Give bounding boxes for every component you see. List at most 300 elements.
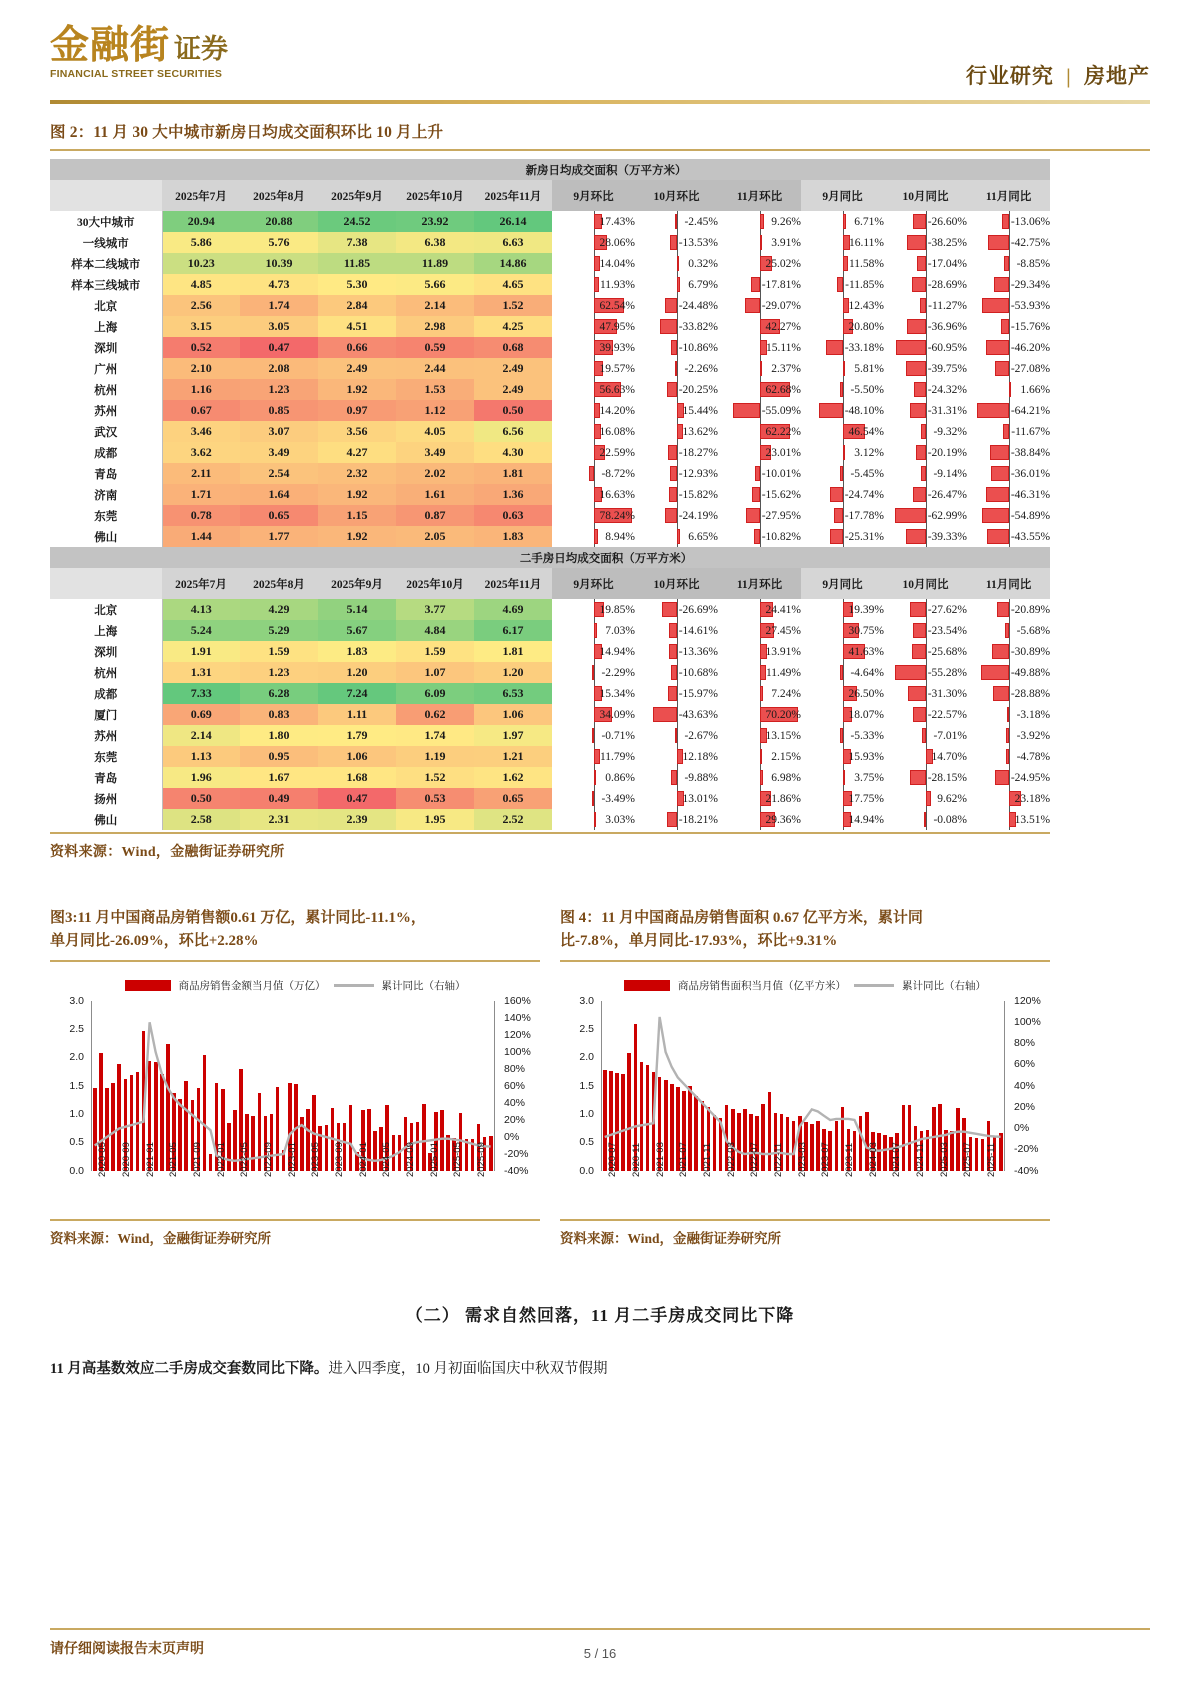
table-row-label: 深圳 xyxy=(50,337,162,358)
y2-axis-tick-label: 40% xyxy=(1014,1079,1036,1092)
table-percent-cell xyxy=(884,211,967,232)
table-percent-cell xyxy=(801,767,884,788)
table-percent-cell xyxy=(884,809,967,830)
table-percent-value: -15.97% xyxy=(678,687,718,700)
table-percent-cell xyxy=(635,788,718,809)
y-axis-tick-label: 0.0 xyxy=(69,1164,84,1177)
table-value-cell: 2.52 xyxy=(474,809,552,830)
table-percent-value: 42.27% xyxy=(765,320,801,333)
x-axis-tick-label: 2021-07 xyxy=(678,1141,690,1177)
figure3-title-divider xyxy=(50,960,540,962)
table-percent-value: -15.62% xyxy=(761,488,801,501)
table-percent-cell xyxy=(552,232,635,253)
table-value-cell: 1.92 xyxy=(318,484,396,505)
table-percent-cell xyxy=(967,662,1050,683)
table-percent-value: -31.30% xyxy=(927,687,967,700)
table-percent-value: -11.85% xyxy=(845,278,884,291)
x-axis-tick-label: 2022-03 xyxy=(725,1141,737,1177)
table-percent-value: 0.86% xyxy=(605,771,635,784)
table-percent-cell xyxy=(801,358,884,379)
table-column-header: 10月环比 xyxy=(635,180,718,211)
table-percent-value: 18.07% xyxy=(848,708,884,721)
table-rowname-header xyxy=(50,568,162,599)
table-percent-cell xyxy=(552,704,635,725)
y2-axis-tick-label: -40% xyxy=(1014,1164,1039,1177)
table-value-cell: 0.78 xyxy=(162,505,240,526)
table-percent-value: 9.26% xyxy=(771,215,801,228)
table-percent-cell xyxy=(884,620,967,641)
table-column-header: 2025年11月 xyxy=(474,180,552,211)
table-value-cell: 1.15 xyxy=(318,505,396,526)
table-percent-value: -30.89% xyxy=(1010,645,1051,658)
table-percent-cell xyxy=(801,641,884,662)
table-percent-value: -10.01% xyxy=(761,467,801,480)
table-percent-value: -29.34% xyxy=(1010,278,1051,291)
table-databar xyxy=(760,235,762,250)
table-databar xyxy=(653,707,677,722)
table-percent-value: 13.01% xyxy=(682,792,718,805)
table-percent-value: 6.98% xyxy=(771,771,801,784)
body-paragraph-bold: 11 月高基数效应二手房成交套数同比下降。 xyxy=(50,1360,329,1377)
table-databar xyxy=(665,298,677,313)
table-value-cell: 26.14 xyxy=(474,211,552,232)
table-value-cell: 5.14 xyxy=(318,599,396,620)
table-row-label: 深圳 xyxy=(50,641,162,662)
table-row-label: 成都 xyxy=(50,442,162,463)
table-percent-cell xyxy=(635,505,718,526)
table-percent-cell xyxy=(635,662,718,683)
figure3-legend-line-swatch xyxy=(334,984,374,987)
table-value-cell: 1.13 xyxy=(162,746,240,767)
table-band-corner xyxy=(50,159,162,180)
table-percent-cell xyxy=(967,746,1050,767)
table-percent-cell xyxy=(635,211,718,232)
table-value-cell: 1.96 xyxy=(162,767,240,788)
table-percent-cell xyxy=(635,232,718,253)
table-percent-value: -24.19% xyxy=(678,509,718,522)
table-percent-value: 14.70% xyxy=(931,750,967,763)
table-section-band: 二手房日均成交面积（万平方米） xyxy=(162,547,1050,568)
table-percent-cell xyxy=(884,379,967,400)
table-row xyxy=(50,809,1050,830)
x-axis-tick-label: 2020-05 xyxy=(97,1141,109,1177)
table-row xyxy=(50,316,1050,337)
table-row xyxy=(50,337,1050,358)
table-percent-cell xyxy=(635,704,718,725)
table-value-cell: 0.65 xyxy=(240,505,318,526)
table-value-cell: 11.89 xyxy=(396,253,474,274)
table-percent-cell xyxy=(635,725,718,746)
table-databar xyxy=(840,382,843,397)
table-value-cell: 2.84 xyxy=(318,295,396,316)
logo-english: FINANCIAL STREET SECURITIES xyxy=(50,68,223,80)
table-percent-cell xyxy=(884,526,967,547)
table-column-header: 11月同比 xyxy=(967,568,1050,599)
table-row-label: 东莞 xyxy=(50,505,162,526)
table-databar xyxy=(977,403,1008,418)
table-percent-cell xyxy=(801,316,884,337)
table-databar xyxy=(669,487,677,502)
table-percent-value: 2.37% xyxy=(771,362,801,375)
table-percent-value: -36.96% xyxy=(927,320,967,333)
table-value-cell: 3.62 xyxy=(162,442,240,463)
x-axis-tick-label: 2021-03 xyxy=(654,1141,666,1177)
x-axis-tick-label: 2025-05 xyxy=(452,1141,464,1177)
table-percent-cell xyxy=(635,746,718,767)
table-databar xyxy=(1003,424,1009,439)
x-axis-tick-label: 2024-11 xyxy=(914,1142,926,1177)
table-percent-value: 14.94% xyxy=(599,645,635,658)
table-column-header: 9月同比 xyxy=(801,568,884,599)
table-databar xyxy=(594,529,598,544)
figure4-title-line1: 图 4：11 月中国商品房销售面积 0.67 亿平方米，累计同 xyxy=(560,910,923,926)
table-percent-value: 2.15% xyxy=(771,750,801,763)
table-row xyxy=(50,274,1050,295)
x-axis-labels xyxy=(92,1141,494,1237)
table-percent-value: 11.58% xyxy=(848,257,884,270)
table-percent-cell xyxy=(718,211,801,232)
table-percent-cell xyxy=(967,809,1050,830)
table-databar xyxy=(907,319,925,334)
table-percent-value: -14.61% xyxy=(678,624,718,637)
table-percent-cell xyxy=(967,641,1050,662)
table-value-cell: 11.85 xyxy=(318,253,396,274)
table-percent-cell xyxy=(967,442,1050,463)
table-databar xyxy=(746,508,760,523)
table-value-cell: 0.97 xyxy=(318,400,396,421)
table-percent-cell xyxy=(552,400,635,421)
table-percent-cell xyxy=(718,463,801,484)
table-databar xyxy=(981,665,1008,680)
table-databar xyxy=(594,623,598,638)
table-percent-cell xyxy=(884,767,967,788)
y2-axis-tick-label: -20% xyxy=(1014,1143,1039,1156)
table-percent-cell xyxy=(801,505,884,526)
table-percent-value: -28.15% xyxy=(927,771,967,784)
table-column-header: 10月环比 xyxy=(635,568,718,599)
table-percent-value: -25.68% xyxy=(927,645,967,658)
page-footer xyxy=(50,1628,1150,1661)
table-percent-cell xyxy=(718,421,801,442)
x-axis-tick-label: 2022-05 xyxy=(239,1141,251,1177)
table-value-cell: 1.62 xyxy=(474,767,552,788)
table-row xyxy=(50,442,1050,463)
table-percent-cell xyxy=(635,379,718,400)
table-percent-value: -42.75% xyxy=(1010,236,1051,249)
table-value-cell: 1.83 xyxy=(318,641,396,662)
table-percent-cell xyxy=(884,662,967,683)
x-axis-tick-label: 2025-01 xyxy=(428,1141,440,1177)
table-row xyxy=(50,725,1050,746)
y-axis-right-line xyxy=(1004,1001,1005,1171)
table-percent-cell xyxy=(801,526,884,547)
table-databar xyxy=(997,602,1008,617)
table-databar xyxy=(926,791,931,806)
table-percent-value: -27.08% xyxy=(1010,362,1051,375)
table-value-cell: 2.08 xyxy=(240,358,318,379)
table-value-cell: 5.67 xyxy=(318,620,396,641)
header-sector-label: 房地产 xyxy=(1084,64,1150,88)
table-value-cell: 1.16 xyxy=(162,379,240,400)
y-axis-tick-label: 0.5 xyxy=(69,1136,84,1149)
table-databar xyxy=(922,728,926,743)
table-column-header: 2025年9月 xyxy=(318,568,396,599)
y2-axis-tick-label: 80% xyxy=(1014,1037,1036,1049)
table-value-cell: 1.06 xyxy=(318,746,396,767)
table-databar xyxy=(843,770,845,785)
table-value-cell: 0.85 xyxy=(240,400,318,421)
table-percent-value: 13.62% xyxy=(682,425,718,438)
table-percent-value: -7.01% xyxy=(933,729,967,742)
table-row xyxy=(50,211,1050,232)
table-percent-value: 24.41% xyxy=(765,603,801,616)
table-value-cell: 0.47 xyxy=(240,337,318,358)
table-percent-cell xyxy=(635,767,718,788)
chart-line-path xyxy=(605,1016,1001,1153)
table-percent-cell xyxy=(718,746,801,767)
table-percent-value: 15.93% xyxy=(848,750,884,763)
table-row xyxy=(50,704,1050,725)
table-databar xyxy=(670,466,676,481)
y-axis-right-line xyxy=(494,1001,495,1171)
table-value-cell: 1.74 xyxy=(396,725,474,746)
table-percent-value: -24.32% xyxy=(927,383,967,396)
table-percent-cell xyxy=(718,316,801,337)
table-row xyxy=(50,400,1050,421)
table-percent-cell xyxy=(967,253,1050,274)
table-databar xyxy=(819,403,842,418)
x-axis-tick-label: 2025-07 xyxy=(962,1141,974,1177)
table-percent-value: -8.72% xyxy=(601,467,635,480)
table-databar xyxy=(992,644,1009,659)
table-percent-value: -36.01% xyxy=(1010,467,1051,480)
table-percent-value: -26.60% xyxy=(927,215,967,228)
table-percent-value: 39.93% xyxy=(599,341,635,354)
table-value-cell: 3.15 xyxy=(162,316,240,337)
table-value-cell: 2.05 xyxy=(396,526,474,547)
table-percent-value: 15.34% xyxy=(599,687,635,700)
table-percent-value: -17.78% xyxy=(844,509,884,522)
table-value-cell: 24.52 xyxy=(318,211,396,232)
table-value-cell: 7.24 xyxy=(318,683,396,704)
table-value-cell: 1.74 xyxy=(240,295,318,316)
table-row xyxy=(50,620,1050,641)
table-databar xyxy=(896,340,926,355)
table-databar xyxy=(677,256,679,271)
table-percent-value: -0.71% xyxy=(601,729,635,742)
table-percent-value: 13.91% xyxy=(765,645,801,658)
table-percent-value: 13.15% xyxy=(765,729,801,742)
table-percent-value: -10.82% xyxy=(761,530,801,543)
table-percent-cell xyxy=(801,704,884,725)
table-percent-cell xyxy=(635,809,718,830)
table-value-cell: 1.53 xyxy=(396,379,474,400)
table-row-label: 青岛 xyxy=(50,463,162,484)
table-percent-cell xyxy=(884,442,967,463)
table-databar xyxy=(921,424,926,439)
figure3-title xyxy=(50,907,540,954)
table-value-cell: 0.69 xyxy=(162,704,240,725)
table-row-label: 成都 xyxy=(50,683,162,704)
table-databar xyxy=(840,728,843,743)
table-value-cell: 10.39 xyxy=(240,253,318,274)
y2-axis-tick-label: 100% xyxy=(1014,1015,1041,1028)
table-databar xyxy=(913,707,925,722)
figure3-plot xyxy=(50,994,540,1211)
table-percent-cell xyxy=(718,725,801,746)
table-percent-value: -12.93% xyxy=(678,467,718,480)
table-percent-value: -13.53% xyxy=(678,236,718,249)
table-percent-cell xyxy=(801,379,884,400)
table-databar xyxy=(751,277,760,292)
table-percent-cell xyxy=(635,358,718,379)
x-axis-tick-label: 2023-07 xyxy=(820,1141,832,1177)
table-value-cell: 1.97 xyxy=(474,725,552,746)
table-percent-value: -33.18% xyxy=(844,341,884,354)
table-value-cell: 5.66 xyxy=(396,274,474,295)
figure3-legend-line-label: 累计同比（右轴） xyxy=(381,980,466,992)
table-value-cell: 7.38 xyxy=(318,232,396,253)
body-paragraph-rest: 进入四季度，10 月初面临国庆中秋双节假期 xyxy=(328,1360,608,1377)
table-percent-value: -0.08% xyxy=(933,813,967,826)
table-percent-value: -9.32% xyxy=(933,425,967,438)
table-value-cell: 0.63 xyxy=(474,505,552,526)
table-percent-cell xyxy=(801,484,884,505)
table-row xyxy=(50,379,1050,400)
table-databar xyxy=(667,382,677,397)
table-value-cell: 4.85 xyxy=(162,274,240,295)
table-row-label: 上海 xyxy=(50,620,162,641)
table-percent-value: 14.04% xyxy=(599,257,635,270)
table-percent-cell xyxy=(967,274,1050,295)
table-percent-cell xyxy=(801,746,884,767)
table-percent-cell xyxy=(884,683,967,704)
table-percent-cell xyxy=(552,316,635,337)
table-percent-cell xyxy=(967,599,1050,620)
table-percent-value: 0.32% xyxy=(688,257,718,270)
table-row xyxy=(50,662,1050,683)
table-percent-value: 19.85% xyxy=(599,603,635,616)
table-percent-cell xyxy=(718,442,801,463)
table-percent-value: -2.29% xyxy=(601,666,635,679)
table-percent-cell xyxy=(801,788,884,809)
y-axis-tick-label: 1.0 xyxy=(69,1107,84,1120)
table-percent-value: -27.62% xyxy=(927,603,967,616)
table-percent-value: -24.74% xyxy=(844,488,884,501)
table-databar xyxy=(993,686,1009,701)
table-percent-value: -39.33% xyxy=(927,530,967,543)
y-axis-tick-label: 1.5 xyxy=(69,1079,84,1092)
table-databar xyxy=(843,445,845,460)
table-databar xyxy=(589,466,593,481)
table-percent-cell xyxy=(635,295,718,316)
x-axis-tick-label: 2023-05 xyxy=(310,1141,322,1177)
table-percent-cell xyxy=(635,274,718,295)
table-value-cell: 2.49 xyxy=(318,358,396,379)
table-value-cell: 2.11 xyxy=(162,463,240,484)
table-value-cell: 6.38 xyxy=(396,232,474,253)
table-percent-cell xyxy=(552,358,635,379)
table-percent-value: -24.48% xyxy=(678,299,718,312)
table-percent-cell xyxy=(635,337,718,358)
table-percent-cell xyxy=(718,599,801,620)
table-percent-cell xyxy=(967,232,1050,253)
table-databar xyxy=(662,602,677,617)
table-databar xyxy=(986,340,1009,355)
table-percent-cell xyxy=(718,526,801,547)
table-percent-cell xyxy=(967,211,1050,232)
y-axis-tick-label: 3.0 xyxy=(69,994,84,1007)
table-percent-cell xyxy=(552,767,635,788)
x-axis-tick-label: 2023-09 xyxy=(333,1141,345,1177)
table-percent-value: 11.79% xyxy=(599,750,635,763)
table-databar xyxy=(913,487,926,502)
table-percent-value: 17.43% xyxy=(599,215,635,228)
table-percent-cell xyxy=(801,463,884,484)
table-databar xyxy=(594,770,596,785)
table-databar xyxy=(843,298,849,313)
table-percent-value: 17.75% xyxy=(848,792,884,805)
x-axis-tick-label: 2025-09 xyxy=(475,1141,487,1177)
y-axis-tick-label: 2.0 xyxy=(579,1051,594,1064)
table-percent-value: -10.68% xyxy=(678,666,718,679)
table-percent-value: -5.50% xyxy=(850,383,884,396)
y2-axis-tick-label: 60% xyxy=(1014,1058,1036,1071)
figure3-source: 资料来源：Wind，金融街证券研究所 xyxy=(50,1230,272,1246)
y-axis-left xyxy=(560,994,600,1177)
table-percent-cell xyxy=(552,379,635,400)
table-percent-value: -53.93% xyxy=(1010,299,1051,312)
table-databar xyxy=(910,403,925,418)
table-percent-value: -43.55% xyxy=(1010,530,1051,543)
table-percent-cell xyxy=(801,599,884,620)
table-row-label: 上海 xyxy=(50,316,162,337)
table-percent-value: -62.99% xyxy=(927,509,967,522)
table-value-cell: 4.13 xyxy=(162,599,240,620)
table-row-label: 北京 xyxy=(50,599,162,620)
table-percent-value: -24.95% xyxy=(1010,771,1051,784)
y-axis-tick-label: 0.5 xyxy=(579,1136,594,1149)
table-value-cell: 2.10 xyxy=(162,358,240,379)
table-percent-value: 11.93% xyxy=(599,278,635,291)
table-databar xyxy=(912,644,926,659)
x-axis-tick-label: 2021-11 xyxy=(702,1142,714,1177)
table-percent-cell xyxy=(884,337,967,358)
table-databar xyxy=(906,361,925,376)
table-databar xyxy=(592,665,594,680)
table-percent-value: 15.11% xyxy=(765,341,801,354)
table-percent-cell xyxy=(552,788,635,809)
table-percent-value: -10.86% xyxy=(678,341,718,354)
table-databar xyxy=(906,529,925,544)
table-percent-cell xyxy=(884,400,967,421)
table-percent-value: 3.03% xyxy=(605,813,635,826)
table-percent-cell xyxy=(884,788,967,809)
table-databar xyxy=(669,644,676,659)
table-percent-value: -5.33% xyxy=(850,729,884,742)
table-percent-value: 13.51% xyxy=(1014,813,1051,826)
y-axis-tick-label: 3.0 xyxy=(579,994,594,1007)
table-percent-value: -15.76% xyxy=(1010,320,1051,333)
table-value-cell: 3.46 xyxy=(162,421,240,442)
figure3-container xyxy=(50,907,540,1247)
table-value-cell: 1.95 xyxy=(396,809,474,830)
table-percent-cell xyxy=(884,316,967,337)
table-value-cell: 6.63 xyxy=(474,232,552,253)
table-percent-value: 25.02% xyxy=(765,257,801,270)
table-databar xyxy=(924,812,926,827)
table-row xyxy=(50,463,1050,484)
